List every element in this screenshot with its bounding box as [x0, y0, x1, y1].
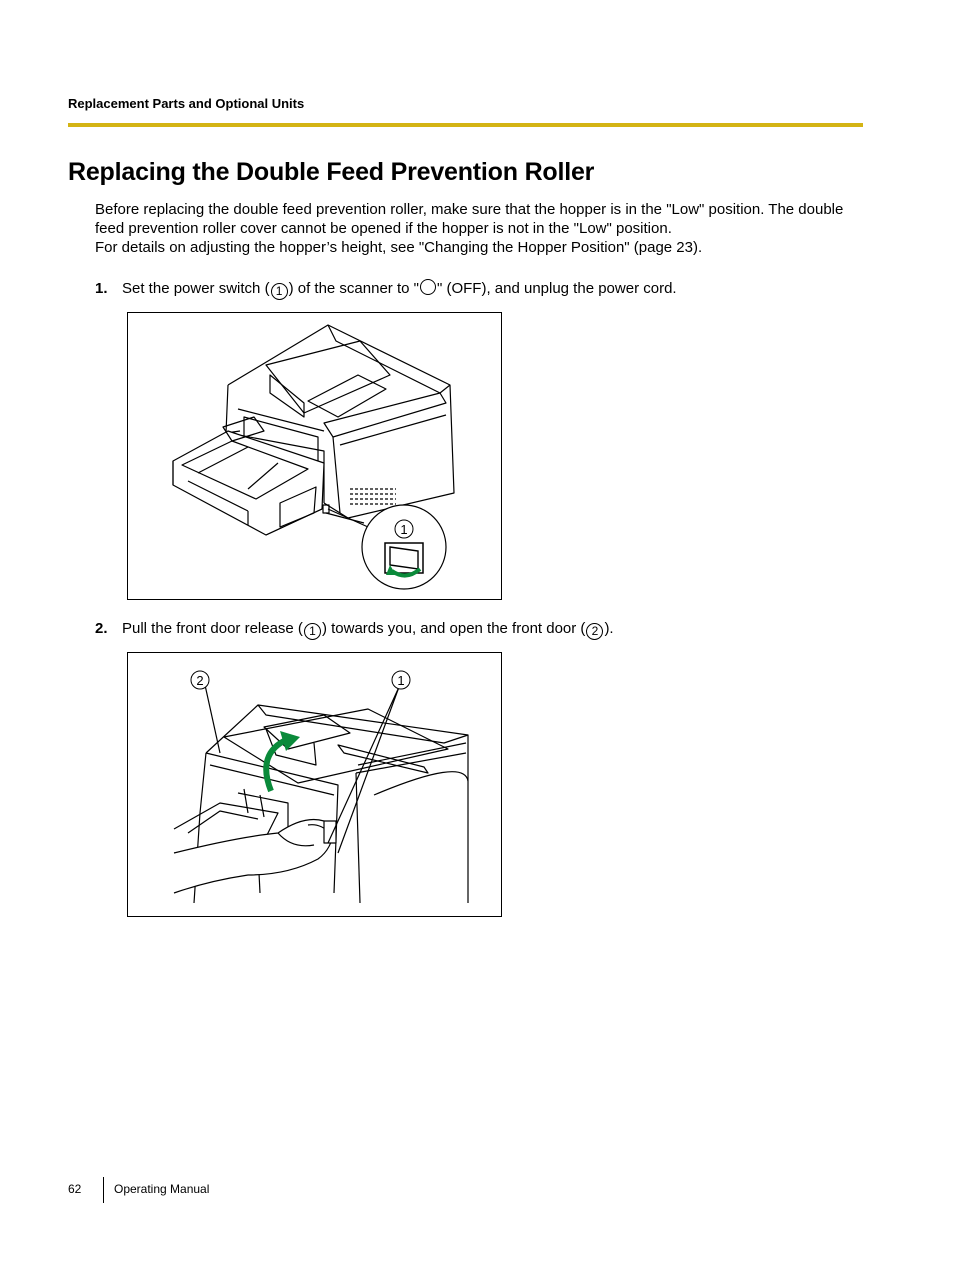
intro-text — [95, 200, 865, 257]
scanner-illustration — [128, 313, 501, 599]
figure-front-door — [127, 652, 502, 917]
step-text: ). — [604, 620, 614, 637]
step-text: Set the power switch ( — [122, 280, 270, 297]
step-text: Pull the front door release ( — [122, 620, 303, 637]
callout-1-marker: 1 — [271, 283, 288, 300]
step-number: 2. — [95, 620, 108, 637]
step-2 — [95, 619, 614, 640]
step-number: 1. — [95, 280, 108, 297]
power-switch-zoom — [362, 505, 446, 589]
step-text: ) towards you, and open the front door ( — [321, 620, 586, 637]
figure-power-switch — [127, 312, 502, 600]
figure-callout-2: 2 — [196, 673, 204, 688]
step-text: ) of the scanner to " — [288, 280, 419, 297]
footer-title: Operating Manual — [114, 1182, 210, 1196]
page-number: 62 — [68, 1182, 82, 1196]
step-1 — [95, 279, 677, 300]
footer-divider — [103, 1177, 104, 1203]
section-header: Replacement Parts and Optional Units — [68, 96, 305, 111]
callout-2-marker: 2 — [586, 623, 603, 640]
page-title: Replacing the Double Feed Prevention Roller — [68, 158, 595, 186]
front-door-illustration — [128, 653, 501, 916]
header-rule — [68, 123, 863, 127]
callout-1-marker: 1 — [304, 623, 321, 640]
intro-line-1: Before replacing the double feed prevention roller, make sure that the hopper is in the "Low" position. The double feed prevention roller cover cannot be opened if the hopper is not in the "Low" position. — [95, 201, 844, 237]
off-symbol-icon — [420, 279, 436, 295]
intro-line-2: For details on adjusting the hopper’s height, see "Changing the Hopper Position" (page 23). — [95, 239, 703, 256]
figure-callout-1: 1 — [400, 522, 408, 537]
step-text: " (OFF), and unplug the power cord. — [436, 280, 677, 297]
figure-callout-1: 1 — [397, 673, 405, 688]
